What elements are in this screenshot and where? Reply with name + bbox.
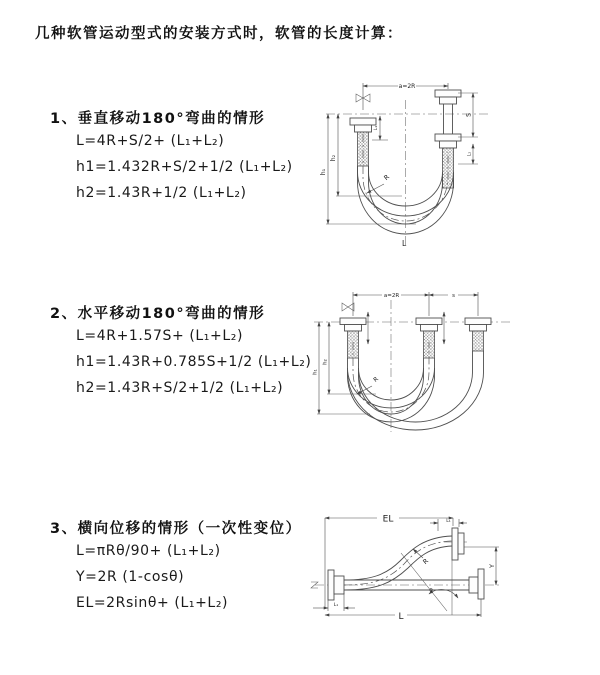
dim-label-h1: h₁: [312, 369, 319, 375]
dim-label-bottom-l: L: [402, 239, 407, 248]
diagram-lateral-displacement: [303, 503, 595, 655]
valve-symbol-icon: [342, 303, 354, 311]
section-lateral-displacement: [50, 517, 302, 616]
formula-line: L=πRθ/90+ (L₁+L₂): [76, 543, 221, 559]
dimension-r: [413, 549, 430, 566]
section-3-heading: 3、横向位移的情形（一次性变位）: [50, 521, 302, 537]
dim-label-r: R: [372, 375, 380, 384]
dim-label-h1: h₁: [320, 168, 327, 176]
dim-label-a2r: a=2R: [383, 293, 400, 299]
dim-label-h2: h₂: [322, 359, 329, 365]
dim-label-s: S: [465, 113, 473, 117]
dim-label-el: EL: [382, 514, 394, 525]
section-2-heading: 2、水平移动180°弯曲的情形: [50, 306, 266, 322]
dim-label-s: s: [452, 293, 455, 299]
dim-label-y: Y: [488, 564, 496, 568]
flange-left: [328, 570, 344, 600]
section-1-heading: 1、垂直移动180°弯曲的情形: [50, 111, 266, 127]
dim-label-theta: θ: [429, 588, 433, 594]
dim-label-l1-top: L₁: [446, 519, 451, 524]
dim-label-l1: L₁: [374, 125, 379, 131]
dim-label-r: R: [421, 556, 431, 566]
dim-label-l: L: [398, 612, 404, 622]
flange-upper-right: [452, 528, 464, 560]
dim-label-h2: h₂: [330, 154, 337, 162]
dim-label-l1-bottom: L₁: [333, 603, 339, 608]
dim-label-l2: L₂: [467, 151, 473, 157]
diagram-vertical-180-bend: [306, 72, 546, 254]
dim-label-r: R: [382, 172, 392, 182]
section-vertical-180: [50, 107, 293, 206]
dim-label-a2r: a=2R: [398, 83, 416, 90]
formula-line: EL=2Rsinθ+ (L₁+L₂): [76, 595, 229, 611]
page-title: 几种软管运动型式的安装方式时，软管的长度计算：: [35, 26, 403, 42]
dimension-theta: [401, 553, 458, 615]
hose-s-curve: [344, 536, 452, 590]
formula-line: h2=1.43R+1/2 (L₁+L₂): [76, 185, 247, 201]
diagram-horizontal-180-bend: [306, 282, 598, 460]
dimension-h1: [313, 322, 371, 414]
hose-u-bends: [348, 342, 484, 430]
hose-fitting-right: [465, 318, 491, 351]
formula-line: L=4R+1.57S+ (L₁+L₂): [76, 328, 244, 344]
formula-line: h1=1.43R+0.785S+1/2 (L₁+L₂): [76, 354, 312, 370]
dimension-l2: [467, 144, 474, 164]
section-horizontal-180: [50, 302, 312, 401]
formula-line: L=4R+S/2+ (L₁+L₂): [76, 133, 225, 149]
dimension-l-bottom: [325, 599, 481, 622]
flange-right: [469, 569, 484, 599]
dimension-a-2r: [353, 292, 478, 316]
formula-line: Y=2R (1-cosθ): [76, 569, 185, 585]
formula-line: h1=1.432R+S/2+1/2 (L₁+L₂): [76, 159, 293, 175]
hose-fitting-left: [340, 318, 366, 358]
formula-line: h2=1.43R+S/2+1/2 (L₁+L₂): [76, 380, 284, 396]
dimension-l1-top: [430, 518, 467, 531]
